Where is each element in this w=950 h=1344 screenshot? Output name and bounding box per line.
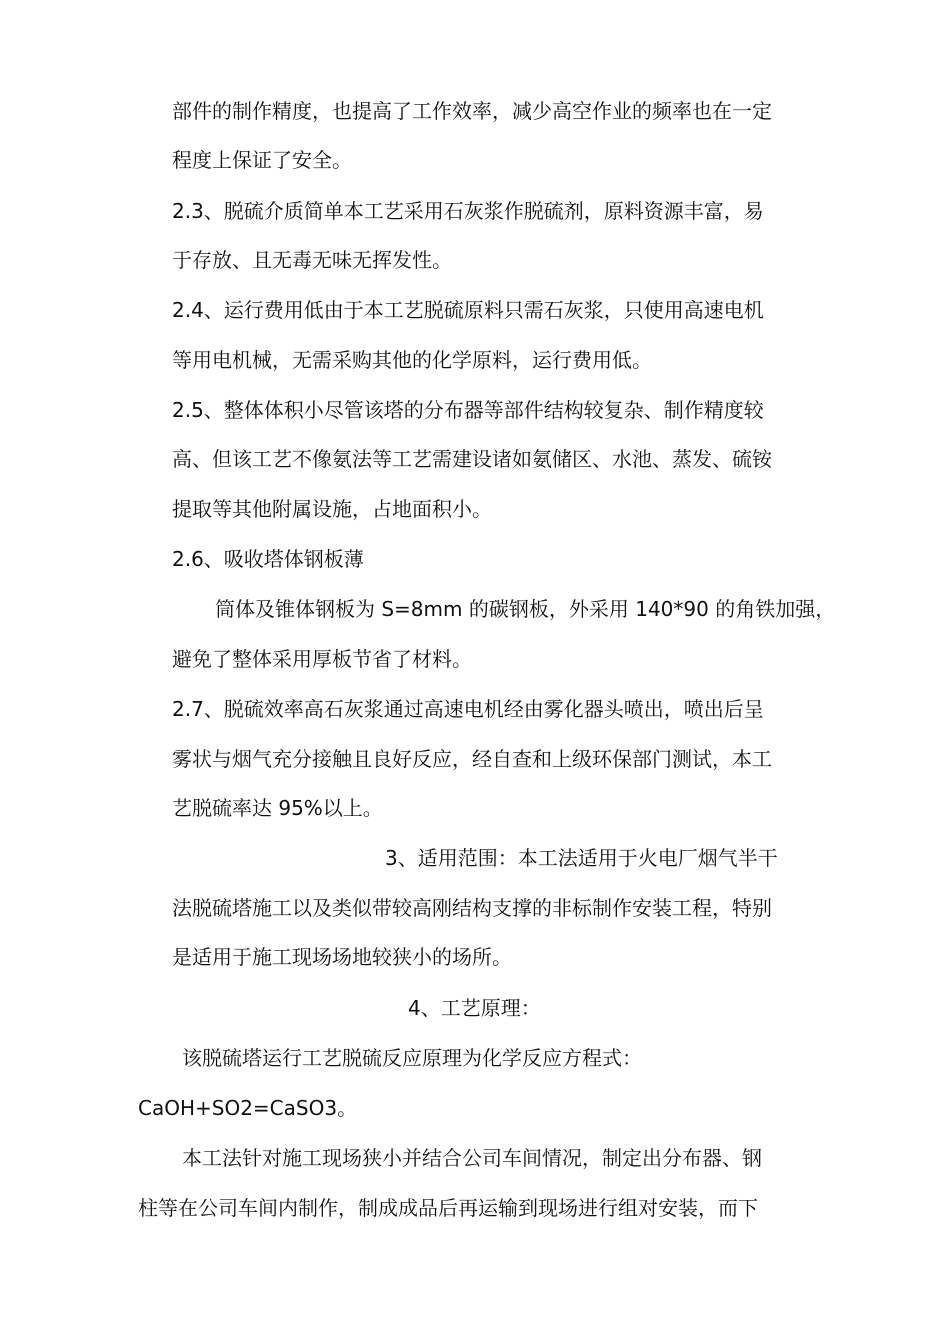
body-line: 柱等在公司车间内制作，制成成品后再运输到现场进行组对安装，而下 (138, 1196, 758, 1220)
body-line: 避免了整体采用厚板节省了材料。 (172, 647, 472, 671)
section-4-heading: 4、工艺原理： (408, 996, 541, 1020)
body-line: 艺脱硫率达 95%以上。 (172, 796, 383, 820)
body-line: 本工法针对施工现场狭小并结合公司车间情况，制定出分布器、钢 (182, 1146, 762, 1170)
chemical-equation: CaOH+SO2=CaSO3。 (138, 1096, 358, 1120)
body-line: 程度上保证了安全。 (172, 148, 352, 172)
section-2-5-line: 2.5、整体体积小尽管该塔的分布器等部件结构较复杂、制作精度较 (172, 398, 764, 422)
body-line: 提取等其他附属设施，占地面积小。 (172, 497, 492, 521)
body-line: 法脱硫塔施工以及类似带较高刚结构支撑的非标制作安装工程，特别 (172, 896, 772, 920)
body-line: 部件的制作精度，也提高了工作效率，减少高空作业的频率也在一定 (172, 99, 772, 123)
section-2-3-line: 2.3、脱硫介质简单本工艺采用石灰浆作脱硫剂，原料资源丰富，易 (172, 199, 764, 223)
section-2-4-line: 2.4、运行费用低由于本工艺脱硫原料只需石灰浆，只使用高速电机 (172, 298, 764, 322)
body-line: 雾状与烟气充分接触且良好反应，经自查和上级环保部门测试，本工 (172, 747, 772, 771)
body-line: 高、但该工艺不像氨法等工艺需建设诸如氨储区、水池、蒸发、硫铵 (172, 447, 772, 471)
section-2-6-heading: 2.6、吸收塔体钢板薄 (172, 547, 364, 571)
body-line: 于存放、且无毒无味无挥发性。 (172, 248, 452, 272)
body-line: 等用电机械，无需采购其他的化学原料，运行费用低。 (172, 348, 652, 372)
body-line: 筒体及锥体钢板为 S=8mm 的碳钢板，外采用 140*90 的角铁加强， (215, 597, 836, 621)
section-2-7-line: 2.7、脱硫效率高石灰浆通过高速电机经由雾化器头喷出，喷出后呈 (172, 697, 764, 721)
section-3-heading-line: 3、适用范围：本工法适用于火电厂烟气半干 (385, 846, 778, 870)
body-line: 该脱硫塔运行工艺脱硫反应原理为化学反应方程式： (182, 1046, 642, 1070)
body-line: 是适用于施工现场场地较狭小的场所。 (172, 945, 512, 969)
